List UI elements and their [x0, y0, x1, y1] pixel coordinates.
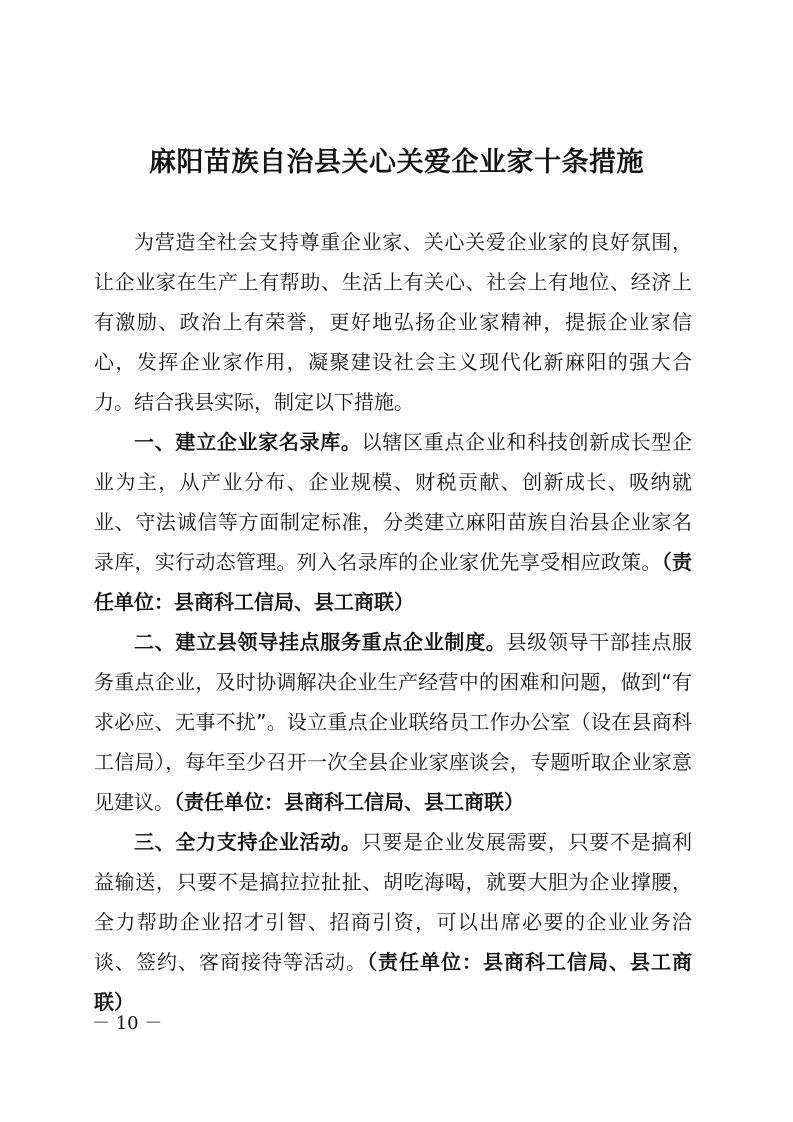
document-title: 麻阳苗族自治县关心关爱企业家十条措施 — [149, 147, 644, 178]
measure-heading: 一、建立企业家名录库。 — [134, 430, 362, 454]
measure-heading: 三、全力支持企业活动。 — [134, 830, 362, 854]
measure-text: 只要是企业发展需要，只要不是搞利益输送，只要不是搞拉拉扯扯、胡吃海喝，就要大胆为企业撑腰，全力帮助企业招才引智、招商引资，可以出席必要的企业业务洽谈、签约、客商接待等活动。 — [94, 830, 693, 974]
responsibility-note: （责任单位：县商科工信局、县工商联） — [94, 950, 692, 1014]
measure-text: 县级领导干部挂点服务重点企业，及时协调解决企业生产经营中的困难和问题，做到“有求必应、无事不扰”。设立重点企业联络员工作办公室（设在县商科工信局），每年至少召开一次全县企业家座谈会，专题听取企业家意见建议。 — [94, 630, 693, 814]
page-number: － 10 － — [92, 1013, 163, 1034]
measure-heading: 二、建立县领导挂点服务重点企业制度。 — [134, 630, 507, 654]
responsibility-note: （责任单位：县商科工信局、县工商联） — [174, 790, 524, 814]
document-body — [94, 222, 692, 1022]
intro-paragraph: 为营造全社会支持尊重企业家、关心关爱企业家的良好氛围，让企业家在生产上有帮助、生活上有关心、社会上有地位、经济上有激励、政治上有荣誉，更好地弘扬企业家精神，提振企业家信心，发挥企业家作用，凝聚建设社会主义现代化新麻阳的强大合力。结合我县实际，制定以下措施。 — [94, 230, 692, 414]
measure-paragraph-1 — [94, 422, 692, 622]
responsibility-note: （责任单位：县商科工信局、县工商联） — [94, 550, 693, 614]
measure-paragraph-2 — [94, 622, 692, 822]
measure-paragraph-3 — [94, 822, 692, 1022]
measure-text: 以辖区重点企业和科技创新成长型企业为主，从产业分布、企业规模、财税贡献、创新成长、吸纳就业、守法诚信等方面制定标准，分类建立麻阳苗族自治县企业家名录库，实行动态管理。列入名录库的企业家优先享受相应政策。 — [94, 430, 693, 574]
